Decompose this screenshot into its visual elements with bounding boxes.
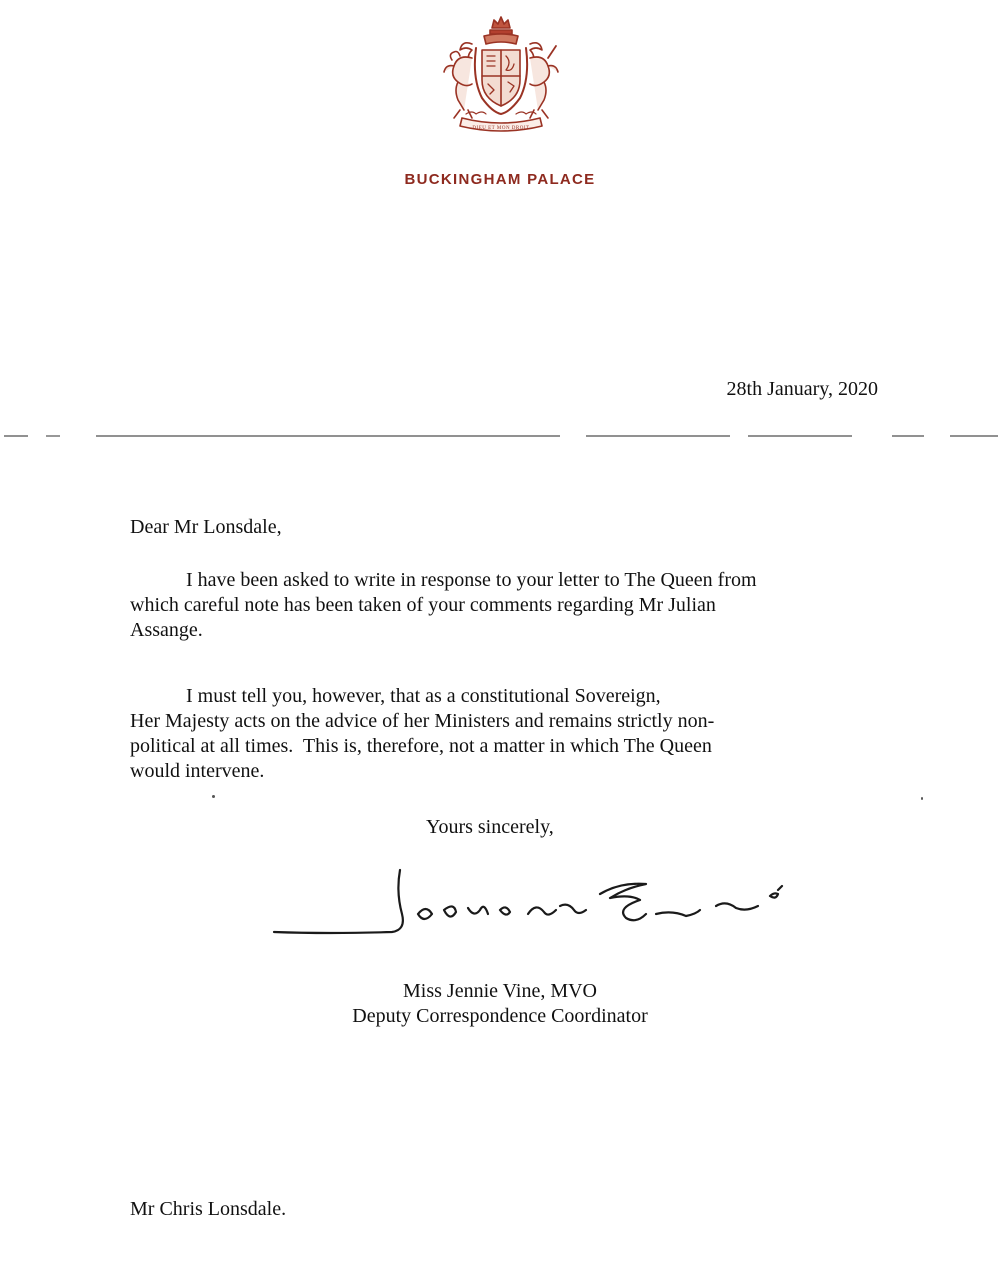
closing: Yours sincerely, [426,816,554,838]
fold-line-divider [0,433,1000,439]
handwritten-signature [268,862,808,942]
paragraph-line: I have been asked to write in response to your letter to The Queen from [186,569,757,591]
recipient-name: Mr Chris Lonsdale. [130,1198,287,1220]
paragraph-line: political at all times. This is, therefore, not a matter in which The Queen [130,735,712,757]
paragraph-line: Her Majesty acts on the advice of her Ministers and remains strictly non- [130,710,715,732]
body-paragraph-2 [130,684,890,784]
royal-crest-logo [432,14,570,138]
paragraph-line: which careful note has been taken of your comments regarding Mr Julian [130,594,716,616]
letter-date: 28th January, 2020 [726,378,878,400]
svg-text:DIEU ET MON DROIT: DIEU ET MON DROIT [472,126,530,131]
body-paragraph-1 [130,568,890,643]
salutation: Dear Mr Lonsdale, [130,516,282,538]
paragraph-line: Assange. [130,619,203,641]
signatory-name: Miss Jennie Vine, MVO [403,980,597,1002]
paragraph-line: would intervene. [130,760,265,782]
signatory-title: Deputy Correspondence Coordinator [352,1005,648,1027]
scan-speck [212,795,215,798]
paragraph-line: I must tell you, however, that as a constitutional Sovereign, [186,685,661,707]
signatory-block [0,979,1000,1029]
scan-speck [921,797,923,800]
letterhead-title: BUCKINGHAM PALACE [404,171,596,188]
